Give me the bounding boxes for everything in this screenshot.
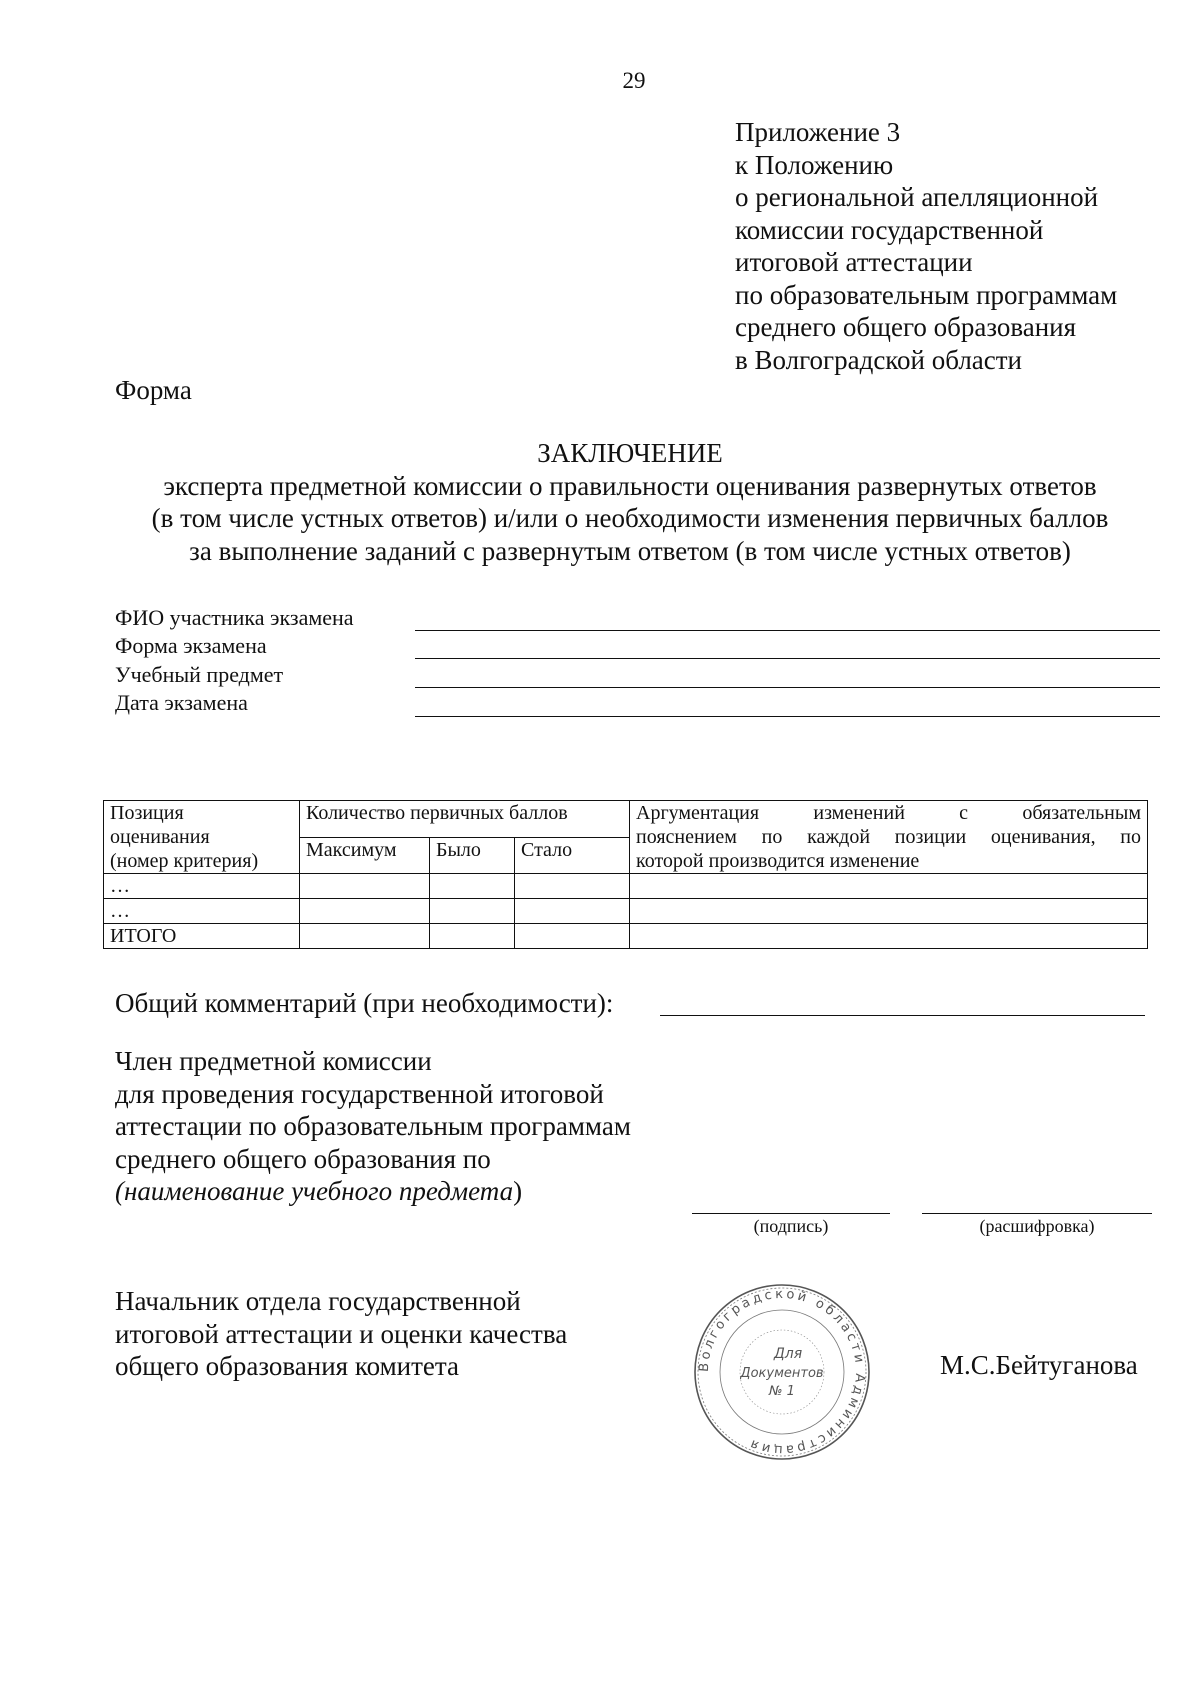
appendix-line: в Волгоградской области [735,344,1023,375]
word: пояснением [636,826,737,848]
appendix-line: к Положению [735,149,894,180]
paren-open: ( [115,1176,124,1206]
header-argument-line: которой производится изменение [636,850,920,872]
row-was[interactable] [430,899,515,924]
total-argument[interactable] [630,924,1148,949]
total-now[interactable] [515,924,630,949]
field-label-participant: ФИО участника экзамена [115,605,354,630]
field-line-subject[interactable] [415,687,1160,688]
word: позиции [894,826,967,848]
table-row [104,899,1148,924]
header-argument-line [636,825,1141,849]
row-argument[interactable] [630,899,1148,924]
member-line: для проведения государственной итоговой [115,1078,604,1109]
member-line: среднего общего образования по [115,1143,491,1174]
table-row-total [104,924,1148,949]
comment-label: Общий комментарий (при необходимости): [115,988,614,1018]
total-label: ИТОГО [104,924,300,949]
header-position-line: оценивания [110,826,210,848]
row-argument[interactable] [630,874,1148,899]
header-position [104,801,300,874]
word: оценивания, [990,826,1096,848]
row-now[interactable] [515,874,630,899]
title-line: за выполнение заданий с развернутым ответом (в том числе устных ответов) [189,535,1071,566]
official-seal [692,1282,872,1462]
member-block [115,1045,631,1208]
field-line-participant[interactable] [415,630,1160,631]
signature-line[interactable] [692,1213,890,1214]
field-label-subject: Учебный предмет [115,662,284,687]
seal-center-line: Для [773,1346,803,1362]
appendix-line: о региональной апелляционной [735,182,1099,212]
header-was: Было [430,837,515,874]
header-position-line: Позиция [110,802,184,824]
title-heading: ЗАКЛЮЧЕНИЕ [537,438,723,468]
title-line: эксперта предметной комиссии о правильности оценивания развернутых ответов [163,470,1097,501]
appendix-line: по образовательным программам [735,279,1118,310]
decoding-caption: (расшифровка) [979,1216,1095,1236]
head-block [115,1285,567,1383]
header-points-group: Количество первичных баллов [300,801,630,838]
comment-line[interactable] [660,1015,1145,1016]
word: по [1120,826,1141,848]
member-line: Член предметной комиссии [115,1046,432,1076]
field-line-exam-form[interactable] [415,658,1160,659]
header-argument-line [636,801,1141,825]
appendix-line: комиссии государственной [735,214,1044,245]
decoding-line[interactable] [922,1213,1152,1214]
appendix-line: Приложение 3 [735,117,901,147]
paren-close: ) [513,1176,523,1206]
document-title [0,437,1200,567]
seal-center-line: № 1 [769,1384,795,1399]
appendix-line: итоговой аттестации [735,247,973,277]
member-line: аттестации по образовательным программам [115,1111,631,1141]
seal-outer-text: Волгоградской области Администрация [696,1286,868,1458]
word: Аргументация [636,802,760,824]
row-position[interactable]: … [104,899,300,924]
field-label-exam-date: Дата экзамена [115,690,248,715]
word: каждой [807,826,871,848]
table-row [104,874,1148,899]
appendix-line: среднего общего образования [735,312,1077,342]
header-max: Максимум [300,837,430,874]
word: изменений [813,802,905,824]
form-label: Форма [115,375,192,405]
signature-caption: (подпись) [753,1216,829,1236]
row-now[interactable] [515,899,630,924]
title-line: (в том числе устных ответов) и/или о необходимости изменения первичных баллов [151,503,1109,533]
head-name: М.С.Бейтуганова [940,1350,1138,1380]
scores-table [103,800,1148,949]
word: по [761,826,783,848]
row-position[interactable]: … [104,874,300,899]
head-line: Начальник отдела государственной [115,1286,521,1316]
total-was[interactable] [430,924,515,949]
head-line: общего образования комитета [115,1351,459,1381]
row-was[interactable] [430,874,515,899]
subject-placeholder: наименование учебного предмета [124,1176,514,1206]
field-label-exam-form: Форма экзамена [115,633,267,658]
total-max[interactable] [300,924,430,949]
seal-center-line: Документов [740,1366,824,1381]
header-position-line: (номер критерия) [110,850,259,872]
page-number: 29 [622,68,646,93]
word: с [959,802,969,824]
row-max[interactable] [300,874,430,899]
word: обязательным [1022,802,1141,824]
head-line: итоговой аттестации и оценки качества [115,1318,568,1349]
header-now: Стало [515,837,630,874]
field-line-exam-date[interactable] [415,716,1160,717]
appendix-header [735,116,1117,376]
member-subject-line [115,1175,631,1208]
row-max[interactable] [300,899,430,924]
header-argument [630,801,1148,874]
